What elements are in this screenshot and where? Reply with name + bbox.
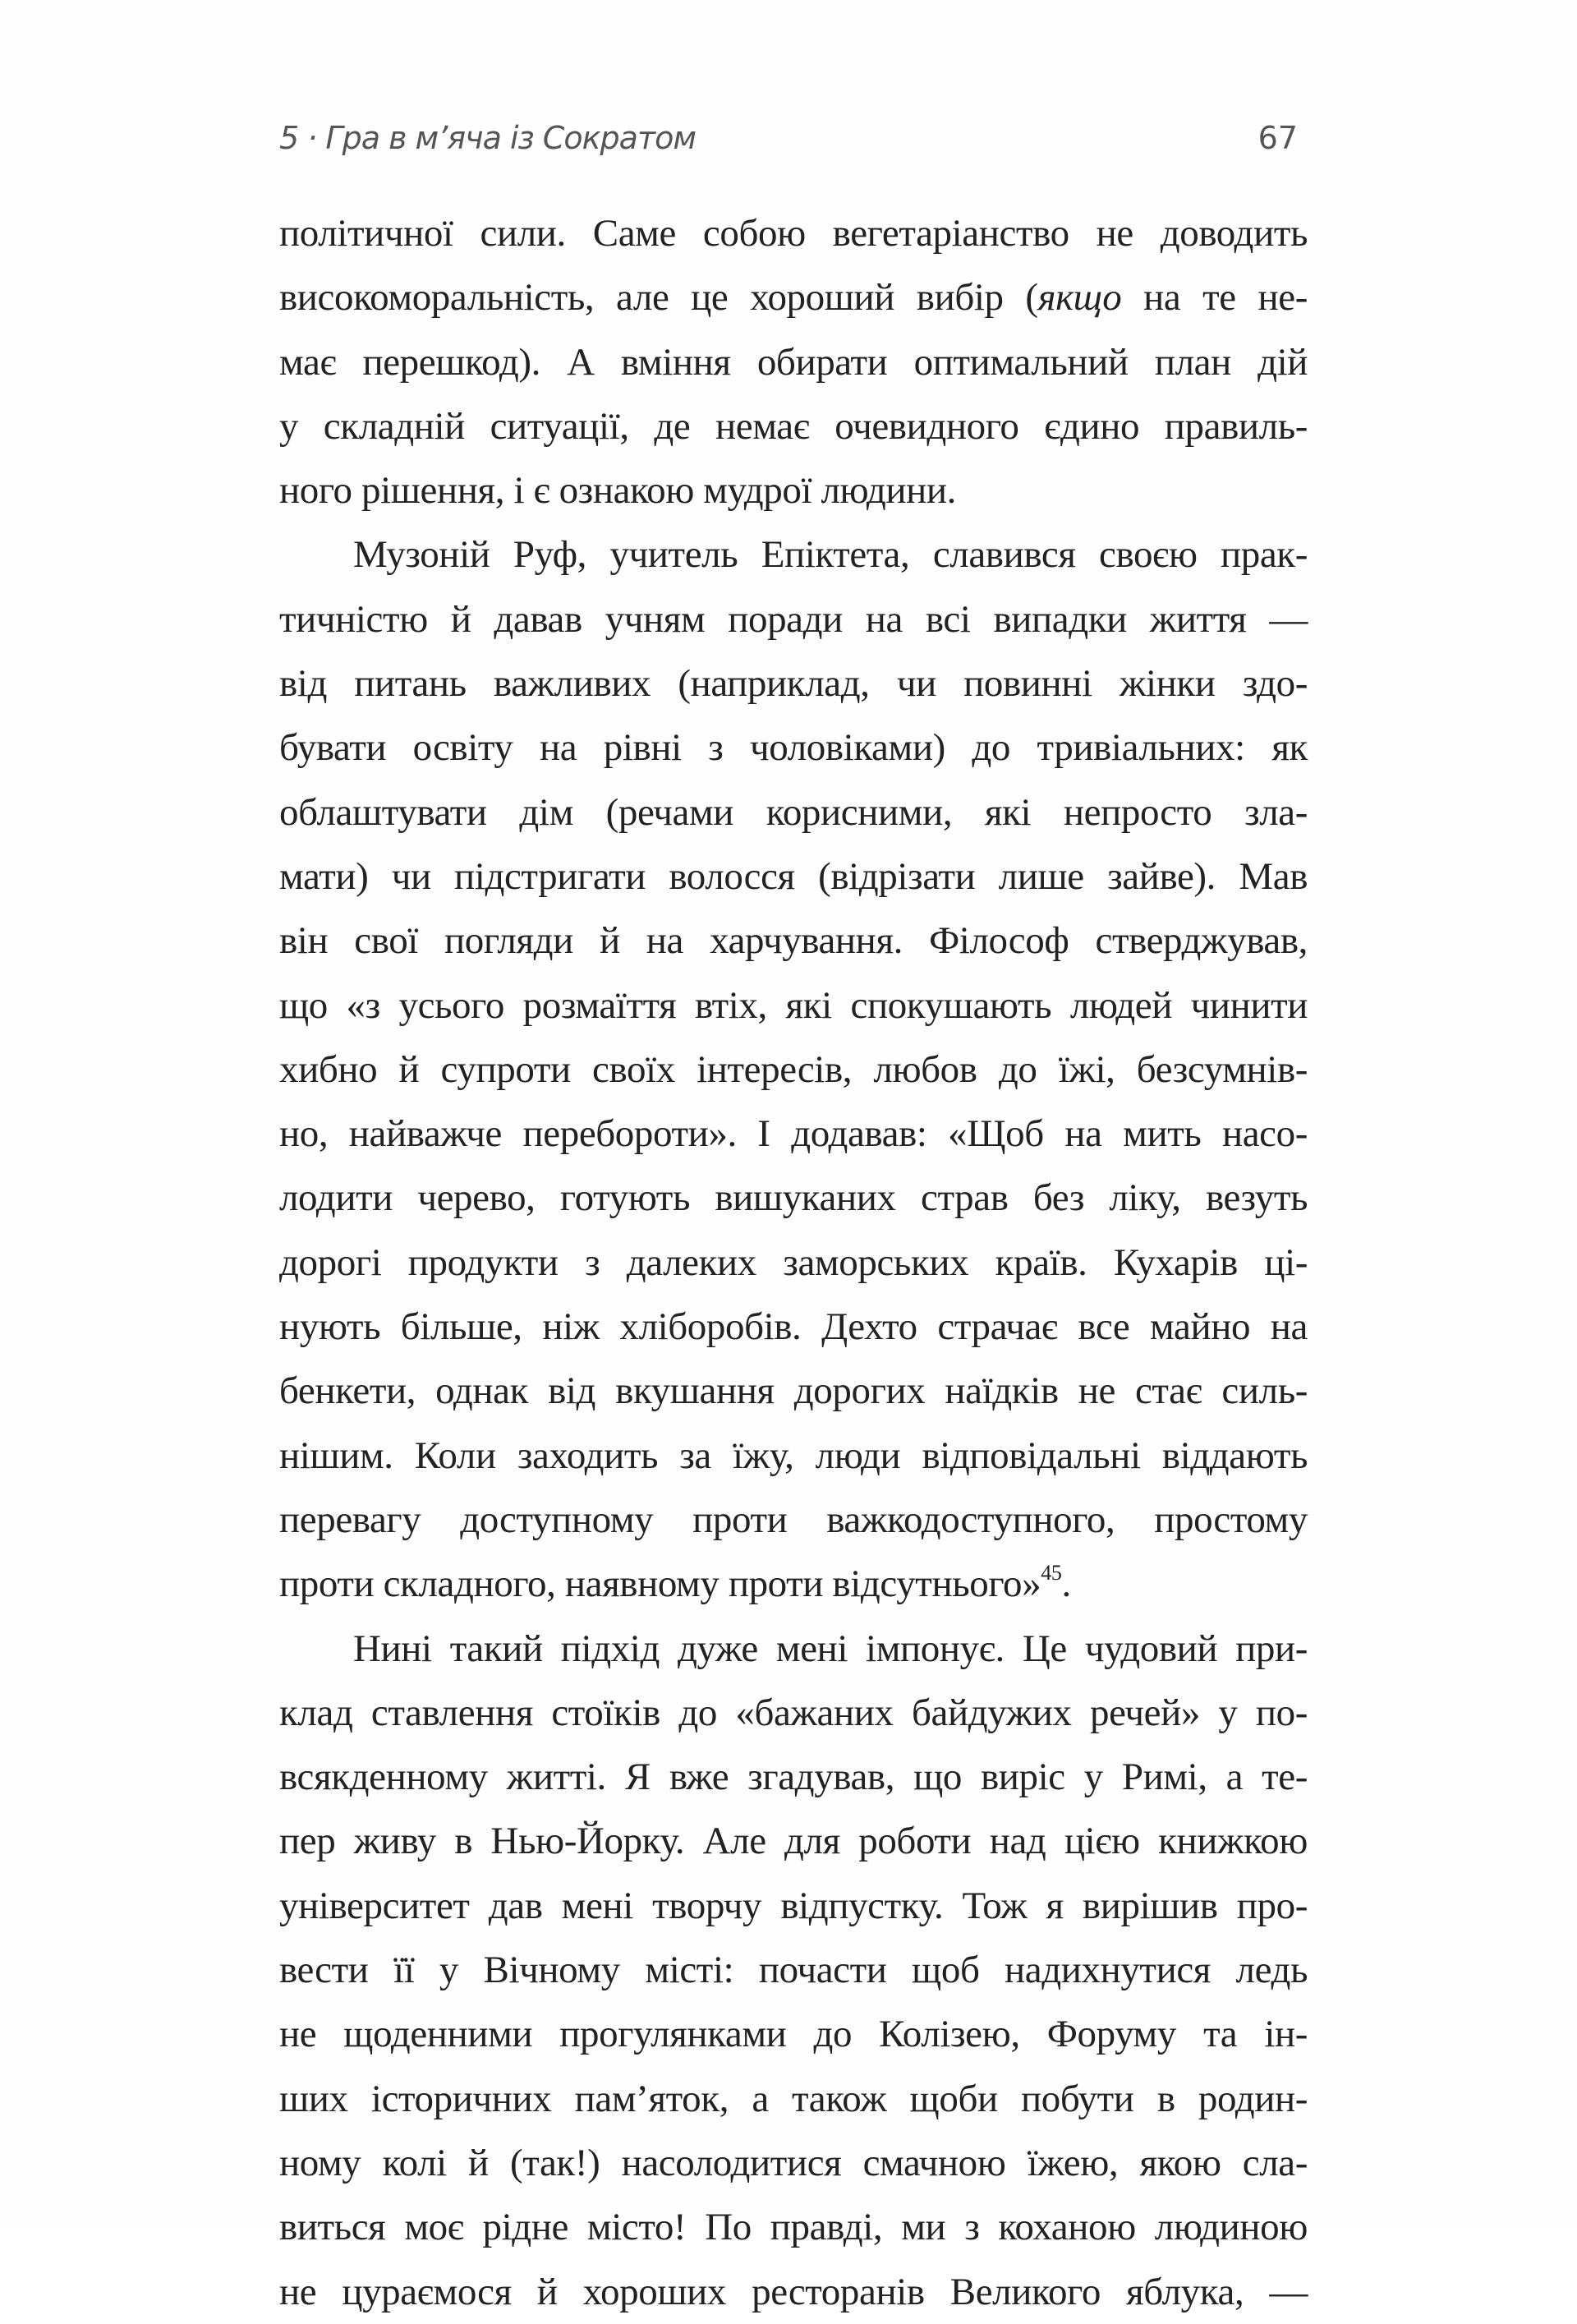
text-line: вести її у Вічному місті: почасти щоб надихнутися ледь xyxy=(279,1949,1308,1992)
text-line: у складній ситуації, де немає очевидного єдино правиль- xyxy=(279,404,1308,448)
text-line: всякденному житті. Я вже згадував, що виріс у Римі, а те- xyxy=(279,1756,1308,1799)
text-line: не цураємося й хороших ресторанів Великого яблука, — xyxy=(279,2270,1308,2313)
text-line: політичної сили. Саме собою вегетаріанство не доводить xyxy=(279,212,1308,255)
text-line: не щоденними прогулянками до Колізею, Форуму та ін- xyxy=(279,2013,1308,2056)
text-line: но, найважче перебороти». І додавав: «Щоб на мить насо- xyxy=(279,1112,1308,1156)
text-line: що «з усього розмаїття втіх, які спокушають людей чинити xyxy=(279,983,1308,1027)
text-line: високоморальність, але це хороший вибір (якщо на те не- xyxy=(279,276,1308,320)
text-line: пер живу в Нью-Йорку. Але для роботи над цією книжкою xyxy=(279,1820,1308,1863)
page-number: 67 xyxy=(1257,120,1298,156)
text-line: Музоній Руф, учитель Епіктета, славився своєю прак- xyxy=(353,533,1308,577)
text-line: ших історичних пам’яток, а також щоби побути в родин- xyxy=(279,2077,1308,2120)
text-line: має перешкод). А вміння обирати оптимальний план дій xyxy=(279,340,1308,384)
text-line: дорогі продукти з далеких заморських країв. Кухарів ці- xyxy=(279,1240,1308,1284)
emphasis: якщо xyxy=(1037,276,1122,320)
text-line: він свої погляди й на харчування. Філософ стверджував, xyxy=(279,919,1308,963)
text-line: нують більше, ніж хліборобів. Дехто страчає все майно на xyxy=(279,1305,1308,1349)
text-line: ного рішення, і є ознакою мудрої людини. xyxy=(279,469,956,513)
text-line: університет дав мені творчу відпустку. Тож я вирішив про- xyxy=(279,1884,1308,1927)
chapter-title: 5 · Гра в м’яча із Сократом xyxy=(279,120,697,156)
text-line: Нині такий підхід дуже мені імпонує. Це чудовий при- xyxy=(353,1627,1308,1670)
footnote-ref: 45 xyxy=(1041,1561,1062,1585)
text-line: перевагу доступному проти важкодоступного, простому xyxy=(279,1498,1308,1541)
text-line: облаштувати дім (речами корисними, які непросто зла- xyxy=(279,790,1308,834)
text-line: проти складного, наявному проти відсутнього»$^{45}$. xyxy=(279,1561,1071,1606)
text-line: лодити черево, готують вишуканих страв без ліку, везуть xyxy=(279,1176,1308,1220)
text-line: від питань важливих (наприклад, чи повинні жінки здо- xyxy=(279,662,1308,706)
text-line: тичністю й давав учням поради на всі випадки життя — xyxy=(279,597,1308,641)
running-head xyxy=(279,115,1306,164)
text-line: нішим. Коли заходить за їжу, люди відповідальні віддають xyxy=(279,1434,1308,1477)
text-line: бувати освіту на рівні з чоловіками) до тривіальних: як xyxy=(279,726,1308,770)
text-line: бенкети, однак від вкушання дорогих наїдків не стає силь- xyxy=(279,1369,1308,1413)
body-text xyxy=(279,201,1308,2324)
text-line: хибно й супроти своїх інтересів, любов до їжі, безсумнів- xyxy=(279,1047,1308,1091)
text-line: мати) чи підстригати волосся (відрізати лише зайве). Мав xyxy=(279,854,1308,898)
text-line: виться моє рідне місто! По правді, ми з коханою людиною xyxy=(279,2206,1308,2249)
text-line: ному колі й (так!) насолодитися смачною їжею, якою сла- xyxy=(279,2141,1308,2184)
text-line: клад ставлення стоїків до «бажаних байдужих речей» у по- xyxy=(279,1691,1308,1734)
